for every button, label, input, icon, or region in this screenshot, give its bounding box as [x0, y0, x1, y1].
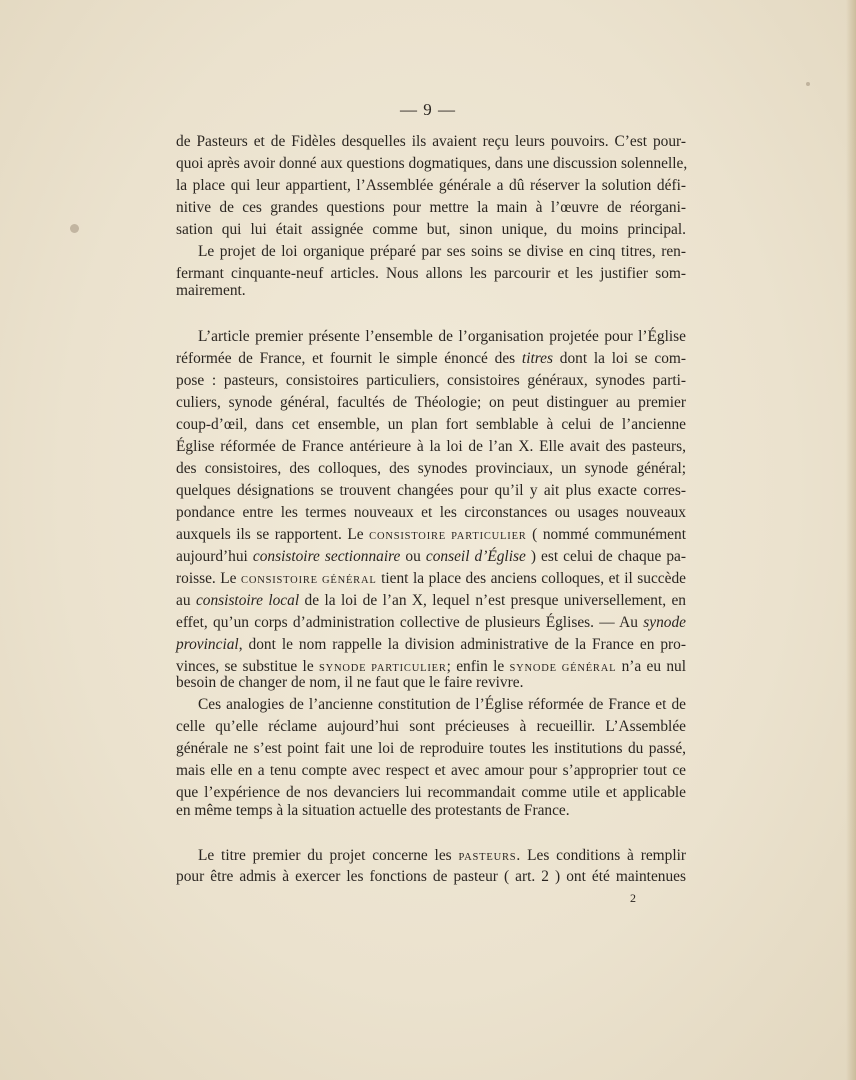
text-line: Le titre premier du projet concerne les PASTEURS. Les conditions à remplir [198, 847, 686, 864]
text-line: vinces, se substitue le SYNODE PARTICULIER; enfin le SYNODE GÉNÉRAL n’a eu nul [176, 658, 687, 675]
paper-spot [806, 82, 810, 86]
text-line: pose : pasteurs, consistoires particuliers, consistoires généraux, synodes parti- [176, 372, 686, 389]
text-line: nitive de ces grandes questions pour mettre la main à l’œuvre de réorgani- [176, 199, 686, 216]
text-line: de Pasteurs et de Fidèles desquelles ils avaient reçu leurs pouvoirs. C’est pour- [176, 133, 686, 150]
paper-spot [70, 224, 79, 233]
text-line: sation qui lui était assignée comme but, sinon unique, du moins principal. [176, 221, 686, 238]
text-line: la place qui leur appartient, l’Assemblée générale a dû réserver la solution défi- [176, 177, 686, 194]
text-line: L’article premier présente l’ensemble de l’organisation projetée pour l’Église [198, 328, 686, 345]
text-line: pondance entre les termes nouveaux et les circonstances ou usages nouveaux [176, 504, 686, 521]
text-line: pour être admis à exercer les fonctions de pasteur ( art. 2 ) ont été maintenues [176, 868, 686, 885]
text-line: que l’expérience de nos devanciers lui recommandait comme utile et applicable [176, 784, 686, 801]
text-line: culiers, synode général, facultés de Théologie; on peut distinguer au premier [176, 394, 686, 411]
text-line: provincial, dont le nom rappelle la division administrative de la France en pro- [176, 636, 686, 653]
page-edge [846, 0, 856, 1080]
text-line: mairement. [176, 282, 246, 299]
text-line: fermant cinquante-neuf articles. Nous allons les parcourir et les justifier som- [176, 265, 686, 282]
text-line: des consistoires, des colloques, des synodes provinciaux, un synode général; [176, 460, 686, 477]
text-line: mais elle en a tenu compte avec respect et avec amour pour s’approprier tout ce [176, 762, 686, 779]
text-line: roisse. Le CONSISTOIRE GÉNÉRAL tient la place des anciens colloques, et il succède [176, 570, 686, 587]
text-line: auxquels ils se rapportent. Le CONSISTOIRE PARTICULIER ( nommé communément [176, 526, 686, 543]
text-line: aujourd’hui consistoire sectionnaire ou conseil d’Église ) est celui de chaque pa- [176, 548, 686, 565]
text-line: générale ne s’est point fait une loi de reproduire toutes les institutions du passé, [176, 740, 686, 757]
text-line: besoin de changer de nom, il ne faut que le faire revivre. [176, 674, 524, 691]
text-line: Église réformée de France antérieure à la loi de l’an X. Elle avait des pasteurs, [176, 438, 686, 455]
page-number: — 9 — [400, 100, 456, 119]
text-line: quoi après avoir donné aux questions dogmatiques, dans une discussion solennelle, [176, 155, 688, 172]
text-line: en même temps à la situation actuelle des protestants de France. [176, 802, 570, 819]
text-line: effet, qu’un corps d’administration collective de plusieurs Églises. — Au synode [176, 614, 686, 631]
text-line: celle qu’elle réclame aujourd’hui sont précieuses à recueillir. L’Assemblée [176, 718, 686, 735]
text-line: réformée de France, et fournit le simple énoncé des titres dont la loi se com- [176, 350, 686, 367]
text-line: coup-d’œil, dans cet ensemble, un plan fort semblable à celui de l’ancienne [176, 416, 686, 433]
text-line: quelques désignations se trouvent changées pour qu’il y ait plus exacte corres- [176, 482, 686, 499]
text-line: Le projet de loi organique préparé par ses soins se divise en cinq titres, ren- [198, 243, 686, 260]
text-line: au consistoire local de la loi de l’an X, lequel n’est presque universellement, en [176, 592, 687, 609]
signature-mark: 2 [630, 891, 636, 905]
text-line: Ces analogies de l’ancienne constitution de l’Église réformée de France et de [198, 696, 686, 713]
